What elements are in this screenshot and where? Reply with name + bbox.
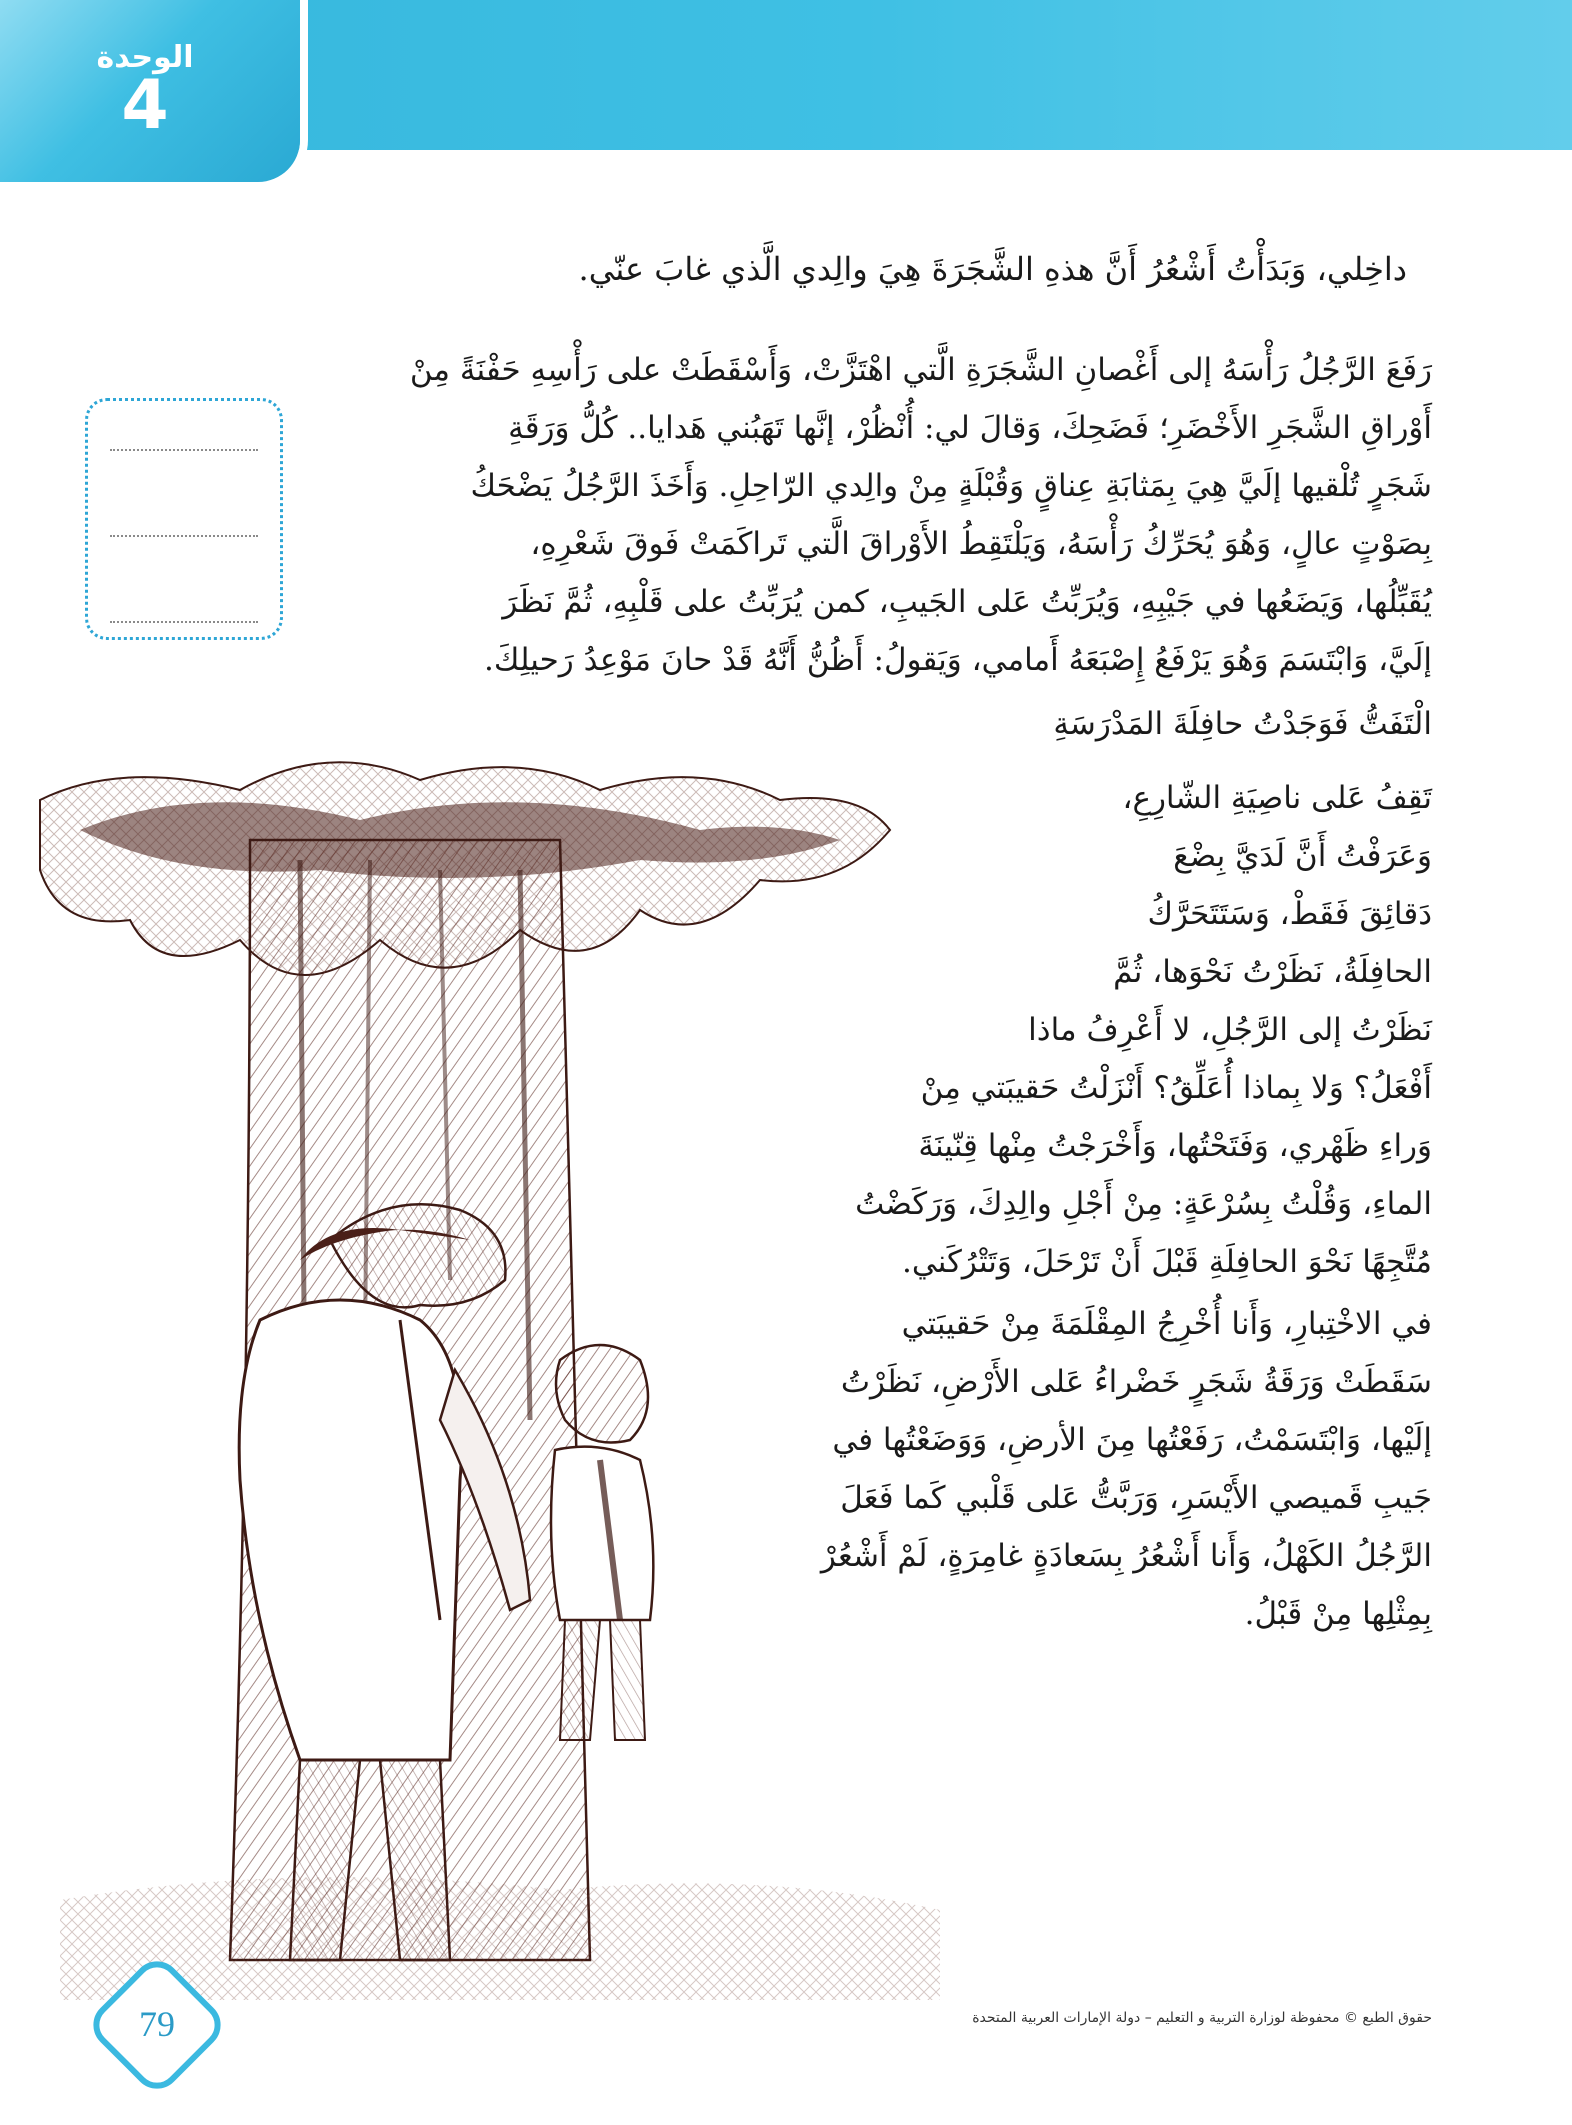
paragraph2-line: وَراءِ ظَهْري، وَفَتَحْتُها، وَأَخْرَجْتُ مِنْها قِنّينَةَ bbox=[918, 1128, 1432, 1164]
paragraph2-line: مُتَّجِهًا نَحْوَ الحافِلَةِ قَبْلَ أَنْ تَرْحَلَ، وَتَتْرُكَني. bbox=[902, 1244, 1432, 1280]
paragraph3-line: في الاخْتِبارِ، وَأَنا أُخْرِجُ المِقْلَمَةَ مِنْ حَقيبَتي bbox=[901, 1306, 1432, 1342]
intro-line: داخِلي، وَبَدَأْتُ أَشْعُرُ أَنَّ هذهِ الشَّجَرَةَ هِيَ والِدي الَّذي غابَ عنّي. bbox=[578, 250, 1407, 288]
unit-label: الوحدة bbox=[96, 40, 194, 75]
paragraph1-line: أَوْراقِ الشَّجَرِ الأَخْضَرِ؛ فَضَحِكَ، وَقالَ لي: أُنْظُرْ، إنَّها تَهَبُني هَدايا.. كُلُّ وَرَقَةِ bbox=[508, 410, 1432, 446]
paragraph2-line: تَقِفُ عَلى ناصِيَةِ الشّارِعِ، bbox=[1122, 780, 1432, 816]
page-number-badge bbox=[92, 1965, 222, 2115]
paragraph1-line: رَفَعَ الرَّجُلُ رَأْسَهُ إلى أَغْصانِ الشَّجَرَةِ الَّتي اهْتَزَّتْ، وَأَسْقَطَتْ على رَأْسِهِ حَفْنَةً مِنْ bbox=[409, 352, 1432, 388]
paragraph2-line: أَفْعَلُ؟ وَلا بِماذا أُعَلِّقُ؟ أَنْزَلْتُ حَقيبَتي مِنْ bbox=[920, 1070, 1432, 1106]
paragraph3-line: سَقَطَتْ وَرَقَةُ شَجَرٍ خَضْراءُ عَلى الأَرْضِ، نَظَرْتُ bbox=[840, 1364, 1432, 1400]
note-line bbox=[110, 621, 258, 623]
footer-copyright: حقوق الطبع © محفوظة لوزارة التربية و التعليم – دولة الإمارات العربية المتحدة bbox=[972, 2010, 1432, 2026]
paragraph2-line: الماءِ، وَقُلْتُ بِسُرْعَةٍ: مِنْ أَجْلِ والِدِكَ، وَرَكَضْتُ bbox=[855, 1186, 1432, 1222]
paragraph3-line: جَيبِ قَميصي الأَيْسَرِ، وَرَبَّتُّ عَلى قَلْبي كَما فَعَلَ bbox=[840, 1480, 1432, 1516]
paragraph2-line: وَعَرَفْتُ أَنَّ لَدَيَّ بِضْعَ bbox=[1173, 838, 1432, 874]
paragraph1-line: إلَيَّ، وَابْتَسَمَ وَهُوَ يَرْفَعُ إِصْبَعَهُ أَمامي، وَيَقولُ: أَظُنُّ أَنَّهُ قَدْ حانَ مَوْعِدُ رَحيلِكَ. bbox=[484, 642, 1432, 678]
paragraph1-line: يُقَبِّلُها، وَيَضَعُها في جَيْبِهِ، وَيُرَبِّتُ عَلى الجَيبِ، كمن يُرَبِّتُ على قَلْبِهِ، ثُمَّ نَظَرَ bbox=[502, 584, 1432, 620]
paragraph1-line: شَجَرٍ تُلْقيها إلَيَّ هِيَ بِمَثابَةِ عِناقٍ وَقُبْلَةٍ مِنْ والِدي الرّاحِلِ. وَأَخَذَ الرَّجُلُ يَضْحَكُ bbox=[470, 468, 1432, 504]
note-line bbox=[110, 449, 258, 451]
note-line bbox=[110, 535, 258, 537]
child-figure bbox=[551, 1345, 653, 1740]
paragraph1-line: بِصَوْتٍ عالٍ، وَهُوَ يُحَرِّكُ رَأْسَهُ، وَيَلْتَقِطُ الأَوْراقَ الَّتي تَراكَمَتْ فَوقَ شَعْرِهِ، bbox=[530, 526, 1432, 562]
illustration-man-child-tree bbox=[0, 720, 1000, 2000]
unit-tab bbox=[0, 0, 300, 182]
unit-number: 4 bbox=[121, 66, 169, 145]
paragraph3-line: الرَّجُلُ الكَهْلُ، وَأَنا أَشْعُرُ بِسَعادَةٍ غامِرَةٍ، لَمْ أَشْعُرْ bbox=[820, 1538, 1432, 1574]
page-number: 79 bbox=[139, 2004, 175, 2044]
paragraph3-line: إلَيْها، وَابْتَسَمْتُ، رَفَعْتُها مِنَ الأرضِ، وَوَضَعْتُها في bbox=[832, 1422, 1432, 1458]
notes-box bbox=[85, 398, 283, 640]
paragraph2-line: الْتَفَتُّ فَوَجَدْتُ حافِلَةَ المَدْرَسَةِ bbox=[1053, 706, 1432, 742]
paragraph2-line: دَقائِقَ فَقَطْ، وَسَتَتَحَرَّكُ bbox=[1147, 896, 1432, 932]
paragraph3-line: بِمِثْلِها مِنْ قَبْلُ. bbox=[1244, 1596, 1432, 1632]
paragraph2-line: الحافِلَةُ، نَظَرْتُ نَحْوَها، ثُمَّ bbox=[1113, 954, 1432, 990]
paragraph2-line: نَظَرْتُ إلى الرَّجُلِ، لا أَعْرِفُ ماذا bbox=[1028, 1012, 1432, 1048]
